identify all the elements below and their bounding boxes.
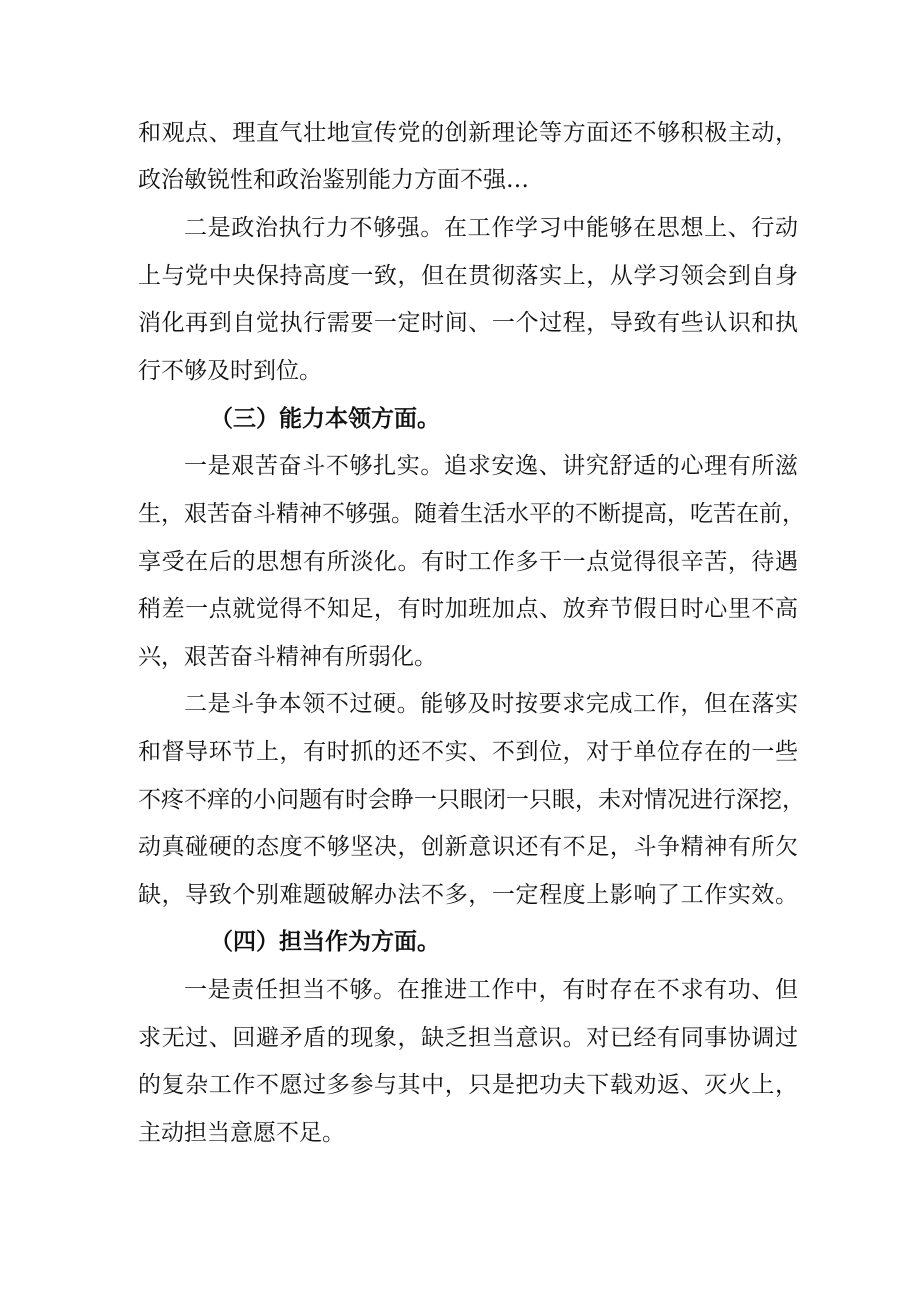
body-text-line: 兴，艰苦奋斗精神有所弱化。 — [138, 644, 437, 670]
body-text-line: 主动担当意愿不足。 — [138, 1120, 345, 1146]
section-heading: （三）能力本领方面。 — [210, 406, 440, 432]
body-text-line: 享受在后的思想有所淡化。有时工作多干一点觉得很辛苦，待遇 — [138, 549, 798, 575]
body-text-line: 上与党中央保持高度一致，但在贯彻落实上，从学习领会到自身 — [138, 263, 798, 289]
paragraph-first-line: 一是艰苦奋斗不够扎实。追求安逸、讲究舒适的心理有所滋 — [184, 453, 798, 479]
body-text-line: 求无过、回避矛盾的现象，缺乏担当意识。对已经有同事协调过 — [138, 1025, 798, 1051]
paragraph-first-line: 二是政治执行力不够强。在工作学习中能够在思想上、行动 — [184, 215, 798, 241]
section-heading: （四）担当作为方面。 — [210, 929, 440, 955]
paragraph-first-line: 二是斗争本领不过硬。能够及时按要求完成工作，但在落实 — [184, 691, 798, 717]
paragraph-first-line: 一是责任担当不够。在推进工作中，有时存在不求有功、但 — [184, 977, 798, 1003]
body-text-line: 生，艰苦奋斗精神不够强。随着生活水平的不断提高，吃苦在前， — [138, 501, 805, 527]
body-text-line: 政治敏锐性和政治鉴别能力方面不强… — [138, 167, 529, 193]
body-text-line: 动真碰硬的态度不够坚决，创新意识还有不足，斗争精神有所欠 — [138, 834, 798, 860]
body-text-line: 稍差一点就觉得不知足，有时加班加点、放弃节假日时心里不高 — [138, 596, 798, 622]
body-text-line: 和观点、理直气壮地宣传党的创新理论等方面还不够积极主动， — [138, 120, 798, 146]
body-text-line: 的复杂工作不愿过多参与其中，只是把功夫下载劝返、灭火上， — [138, 1072, 798, 1098]
body-text-line: 不疼不痒的小问题有时会睁一只眼闭一只眼，未对情况进行深挖， — [138, 787, 805, 813]
body-text-line: 和督导环节上，有时抓的还不实、不到位，对于单位存在的一些 — [138, 739, 798, 765]
body-text-line: 缺，导致个别难题破解办法不多，一定程度上影响了工作实效。 — [138, 882, 798, 908]
body-text-line: 消化再到自觉执行需要一定时间、一个过程，导致有些认识和执 — [138, 310, 798, 336]
body-text-line: 行不够及时到位。 — [138, 358, 322, 384]
